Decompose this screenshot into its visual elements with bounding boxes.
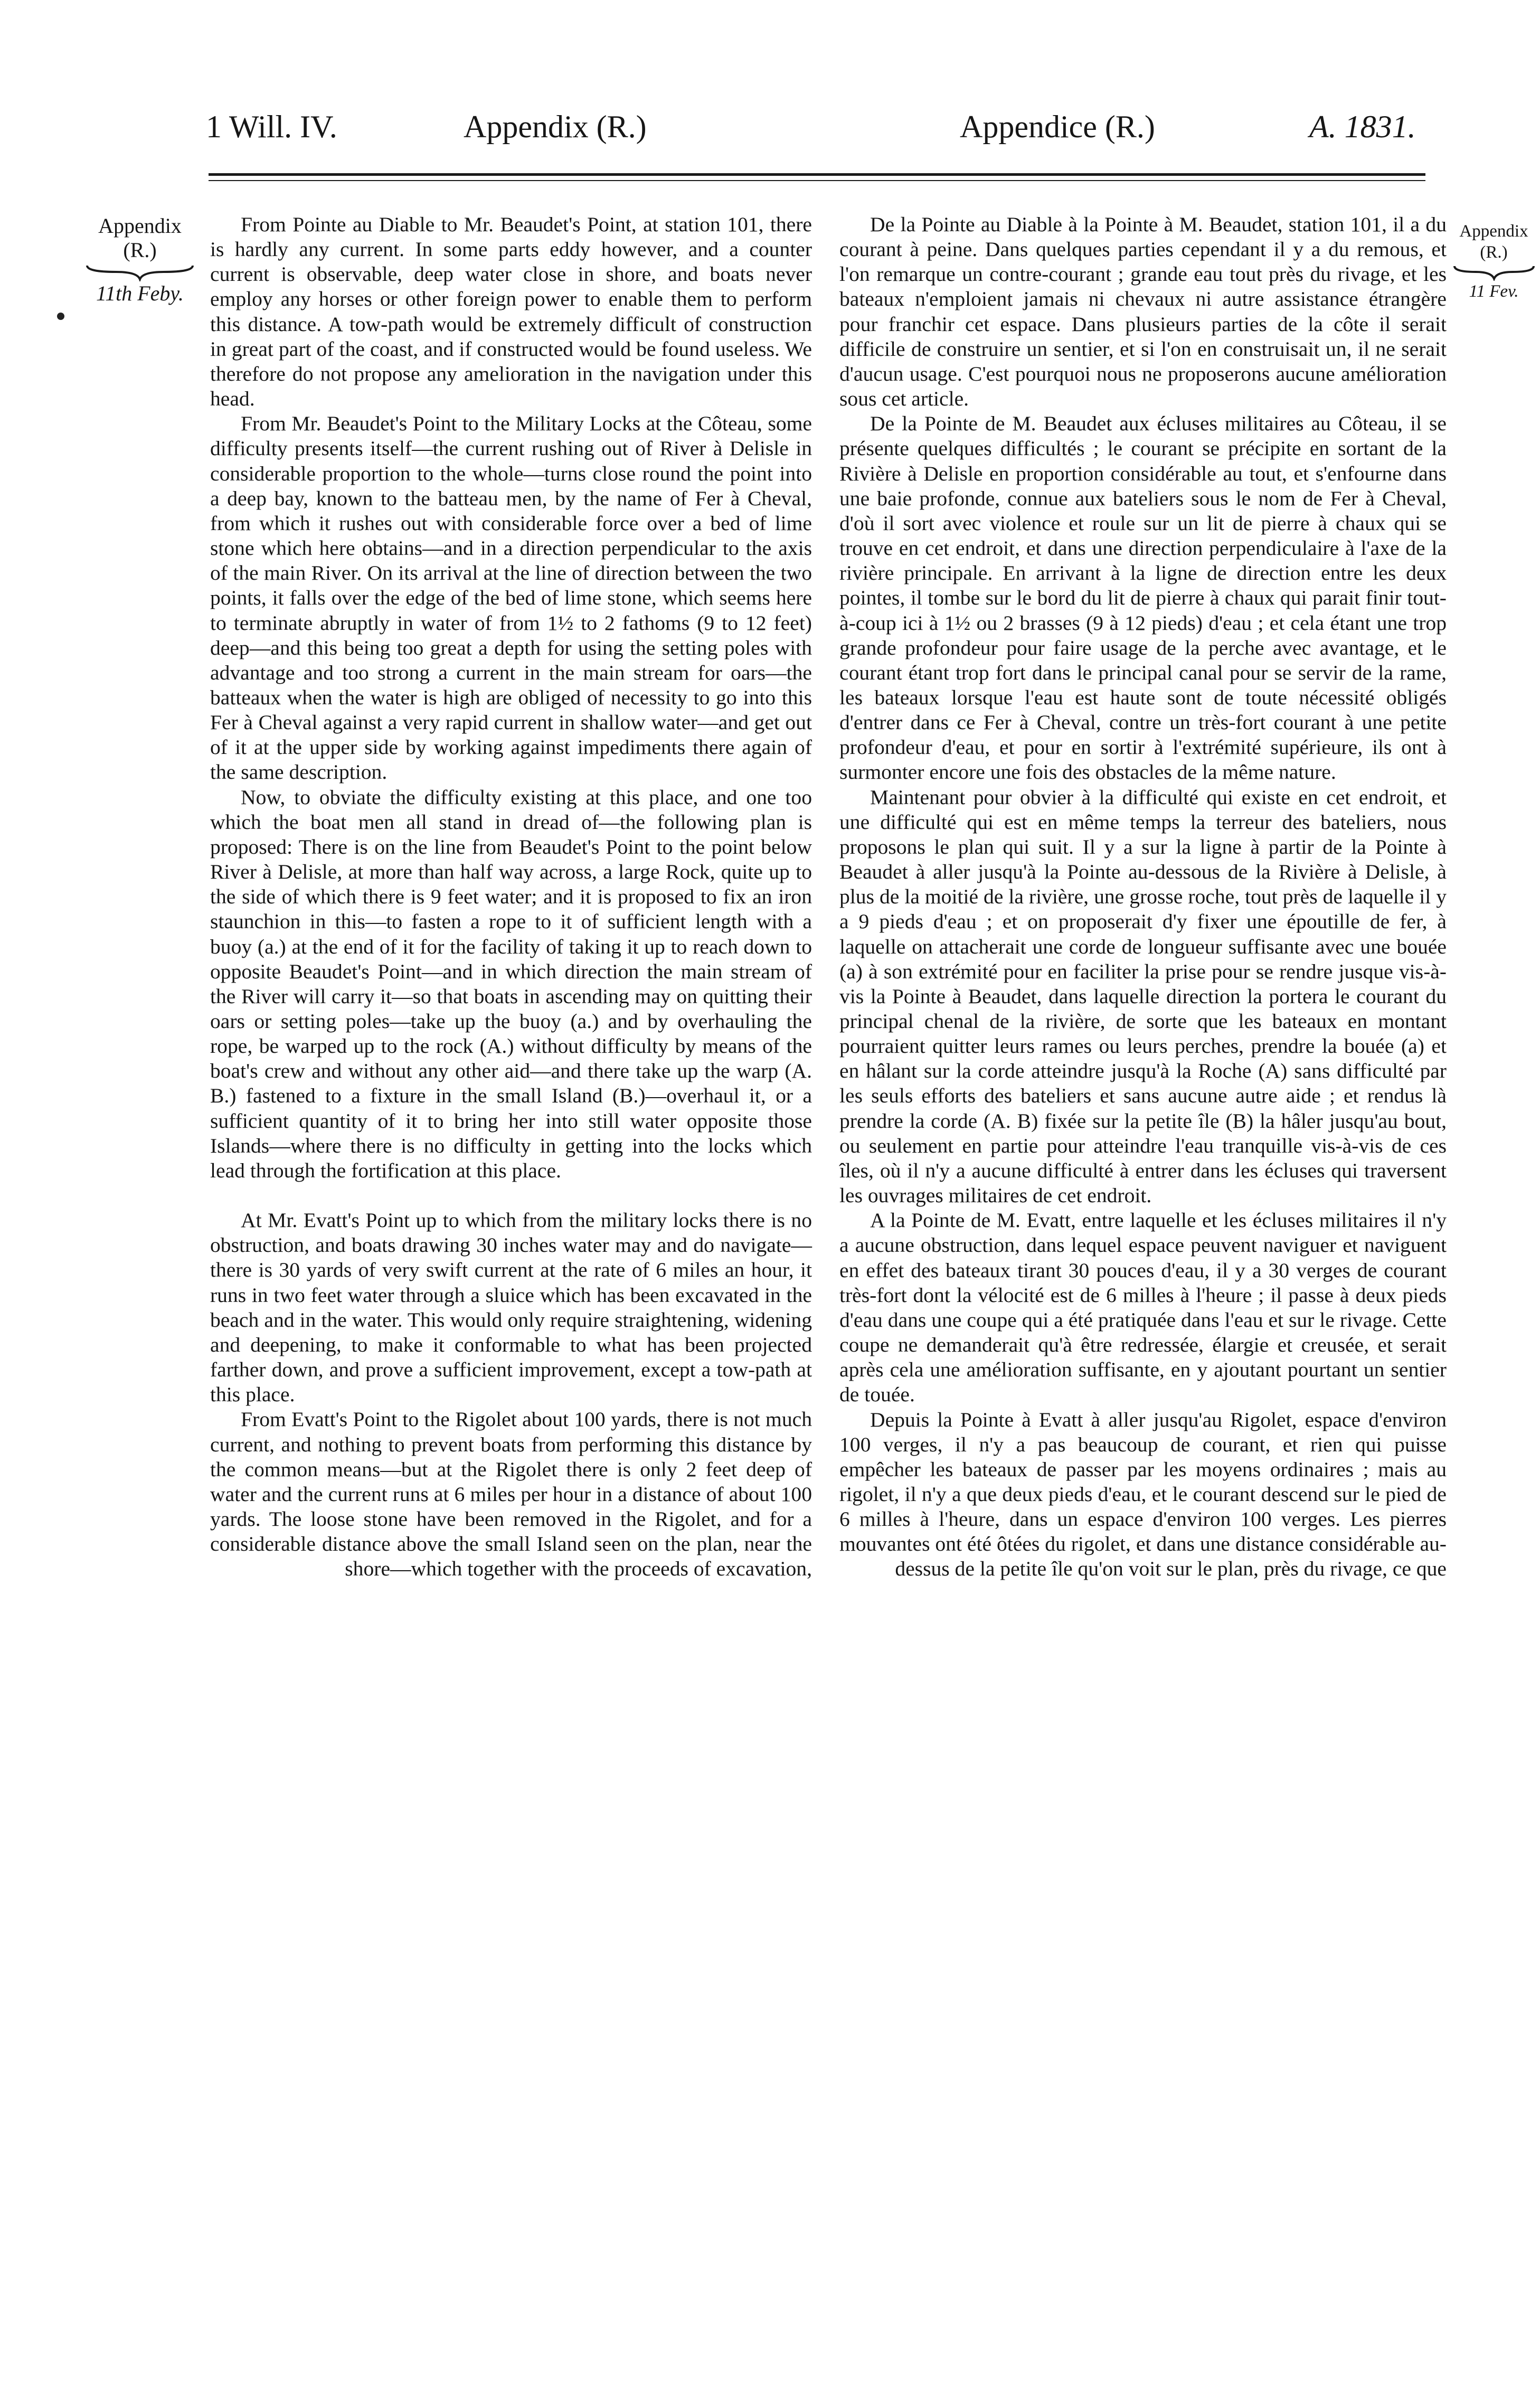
french-column: [839, 212, 1447, 1582]
right-margin-note: [1448, 221, 1540, 302]
right-margin-date: 11 Fev.: [1469, 282, 1519, 301]
english-paragraph: From Mr. Beaudet's Point to the Military Locks at the Côteau, some difficulty presents itself—the current rushing out of River à Delisle in considerable proportion to the whole—turns close round the point into a deep bay, known to the batteau men, by the name of Fer à Cheval, from which it rushes out with considerable force over a bed of lime stone which here obtains—and in a direction perpendicular to the axis of the main River. On its arrival at the line of direction between the two points, it falls over the edge of the bed of lime stone, which seems here to terminate abruptly in water of from 1½ to 2 fathoms (9 to 12 feet) deep—and this being too great a depth for using the setting poles with advantage and too strong a current in the main stream for oars—the batteaux when the water is high are obliged of necessity to go into this Fer à Cheval against a very rapid current in shallow water—and get out of it at the upper side by working against impediments there again of the same description.: [210, 412, 812, 784]
header-rule-thin: [209, 180, 1425, 181]
english-paragraph: Now, to obviate the difficulty existing at this place, and one too which the boat men all stand in dread of—the following plan is proposed: There is on the line from Beaudet's Point to the point below River à Delisle, at more than half way across, a large Rock, quite up to the side of which there is 9 feet water; and it is proposed to fix an iron staunchion in this—to fasten a rope to it of sufficient length with a buoy (a.) at the end of it for the facility of taking it up to reach down to opposite Beaudet's Point—and in which direction the main stream of the River will carry it—so that boats in ascending may on quitting their oars or setting poles—take up the buoy (a.) and by overhauling the rope, be warped up to the rock (A.) without difficulty by means of the boat's crew and without any other aid—and there take up the warp (A. B.) fastened to a fixture in the small Island (B.)—overhaul it, or a sufficient quantity of it to bring her into still water opposite those Islands—where there is no difficulty in getting into the locks which lead through the fortification at this place.: [210, 785, 812, 1182]
french-paragraph: De la Pointe de M. Beaudet aux écluses militaires au Côteau, il se présente quelques difficultés ; le courant se précipite en sortant de la Rivière à Delisle en proportion considérable au tout, et s'enfourne dans une baie profonde, connue aux bateliers sous le nom de Fer à Cheval, d'où il sort avec violence et roule sur un lit de pierre à chaux qui se trouve en cet endroit, et dans une direction perpendiculaire à l'axe de la rivière principale. En arrivant à la ligne de direction entre les deux pointes, il tombe sur le bord du lit de pierre à chaux qui parait finir tout-à-coup ici à 1½ ou 2 brasses (9 à 12 pieds) d'eau ; et cela étant une trop grande profondeur pour faire usage de la perche avec avantage, et le courant étant trop fort dans le principal canal pour se servir de la rame, les bateaux lorsque l'eau est haute sont de toute nécessité obligés d'entrer dans ce Fer à Cheval, contre un très-fort courant à une petite profondeur d'eau, et pour en sortir à l'extrémité supérieure, ils ont à surmonter encore une fois des obstacles de la même nature.: [839, 412, 1447, 784]
french-paragraph: A la Pointe de M. Evatt, entre laquelle et les écluses militaires il n'y a aucune obstruction, dans lequel espace peuvent naviguer et naviguent en effet des bateaux tirant 30 pouces d'eau, il y a 30 verges de courant très-fort dont la vélocité est de 6 milles à l'heure ; il passe à deux pieds d'eau dans une coupe qui a été pratiquée dans l'eau et sur le rivage. Cette coupe ne demanderait qu'à être redressée, élargie et creusée, et serait après cela une amélioration suffisante, en y ajoutant pourtant un sentier de touée.: [839, 1209, 1447, 1407]
left-margin-note: [79, 214, 201, 306]
french-paragraph: Maintenant pour obvier à la difficulté qui existe en cet endroit, et une difficulté qui est en même temps la terreur des bateliers, nous proposons le plan qui suit. Il y a sur la ligne à partir de la Pointe à Beaudet à aller jusqu'à la Pointe au-dessous de la Rivière à Delisle, à plus de la moitié de la rivière, une grosse roche, tout près de laquelle il y a 9 pieds d'eau ; et on proposerait d'y fixer une époutille de fer, à laquelle on attacherait une corde de longueur suffisante avec une bouée (a) à son extrémité pour en faciliter la prise pour se rendre jusque vis-à-vis la Pointe à Beaudet, dans laquelle direction la portera le courant du principal chenal de la rivière, de sorte que les bateaux en montant pourraient quitter leurs rames ou leurs perches, prendre la bouée (a) et en hâlant sur la corde atteindre jusqu'à la Roche (A) sans difficulté par les seuls efforts des bateliers et sans aucune autre aide ; et rendus là prendre la corde (A. B) fixée sur la petite île (B) la hâler jusqu'au bout, ou seulement en partie pour atteindre l'eau tranquille vis-à-vis de ces îles, où il n'y a aucune difficulté à entrer dans les écluses qui traversent les ouvrages militaires de cet endroit.: [839, 785, 1447, 1207]
left-margin-label: Appendix: [98, 214, 182, 238]
header-regnal-year: 1 Will. IV.: [206, 109, 337, 144]
header-appendix-english: Appendix (R.): [464, 109, 647, 144]
english-paragraph: From Pointe au Diable to Mr. Beaudet's Point, at station 101, there is hardly any current. In some parts eddy however, and a counter current is observable, deep water close in shore, and boats never employ any horses or other foreign power to enable them to perform this distance. A tow-path would be extremely difficult of construction in great part of the coast, and if constructed would be found useless. We therefore do not propose any amelioration in the navigation under this head.: [210, 213, 812, 411]
header-rule-thick: [209, 173, 1425, 176]
french-paragraph: De la Pointe au Diable à la Pointe à M. Beaudet, station 101, il a du courant à peine. Dans quelques parties cependant il y a du remous, et l'on remarque un contre-courant ; grande eau tout près du rivage, et les bateaux n'emploient jamais ni chevaux ni autre assistance étrangère pour franchir cet espace. Dans plusieurs parties de la côte il serait difficile de construire un sentier, et si l'on en construisait un, il ne serait d'aucun usage. C'est pourquoi nous ne proposerons aucune amélioration sous cet article.: [839, 213, 1447, 411]
english-column: [210, 212, 812, 1581]
left-margin-date: 11th Feby.: [96, 281, 184, 305]
english-paragraph: From Evatt's Point to the Rigolet about 100 yards, there is not much current, and nothing to prevent boats from performing this distance by the common means—but at the Rigolet there is only 2 feet deep of water and the current runs at 6 miles per hour in a distance of about 100 yards. The loose stone have been removed in the Rigolet, and for a considerable distance above the small Island seen on the plan, near the shore—which together with the proceeds of excavation,: [210, 1408, 812, 1581]
right-margin-label: Appendix: [1459, 222, 1528, 241]
header-appendix-french: Appendice (R.): [960, 109, 1155, 144]
left-margin-sub: (R.): [123, 238, 157, 262]
english-paragraph: At Mr. Evatt's Point up to which from the military locks there is no obstruction, and boats drawing 30 inches water may and do navigate—there is 30 yards of very swift current at the rate of 6 miles an hour, it runs in two feet water through a sluice which has been excavated in the beach and in the water. This would only require straightening, widening and deepening, to make it conformable to what has been projected farther down, and prove a sufficient improvement, except a tow-path at this place.: [210, 1209, 812, 1407]
right-margin-sub: (R.): [1480, 243, 1508, 262]
left-margin-brace-icon: [84, 262, 195, 281]
french-paragraph: Depuis la Pointe à Evatt à aller jusqu'au Rigolet, espace d'environ 100 verges, il n'y a pas beaucoup de courant, et rien qui puisse empêcher les bateaux de passer par les moyens ordinaires ; mais au rigolet, il n'y a que deux pieds d'eau, et le courant descend sur le pied de 6 milles à l'heure, dans un espace d'environ 100 verges. Les pierres mouvantes ont été ôtées du rigolet, et dans une distance considérable au-dessus de la petite île qu'on voit sur le plan, près du rivage, ce que: [839, 1408, 1447, 1581]
ink-spot: [57, 313, 64, 320]
right-margin-brace-icon: [1452, 263, 1536, 281]
header-year: A. 1831.: [1309, 109, 1416, 144]
